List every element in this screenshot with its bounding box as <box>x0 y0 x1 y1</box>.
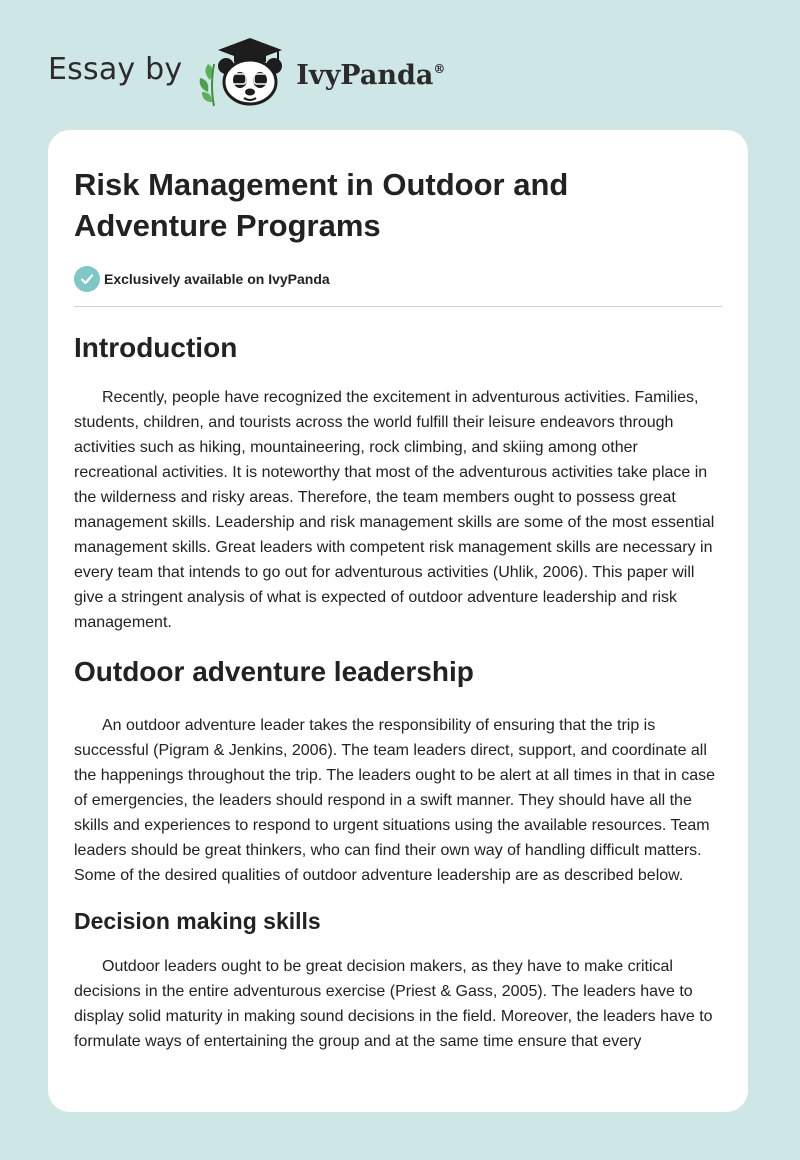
brand-name: IvyPanda® <box>296 59 446 91</box>
exclusive-label: Exclusively available on IvyPanda <box>104 271 330 287</box>
ivypanda-panda-logo-icon <box>196 36 288 108</box>
exclusive-badge <box>74 266 722 292</box>
section-heading-decision-making: Decision making skills <box>74 908 321 934</box>
essay-by-label: Essay by <box>48 51 183 87</box>
check-circle-icon <box>74 266 100 292</box>
trademark-symbol: ® <box>433 61 446 76</box>
title-divider <box>74 306 722 307</box>
essay-card <box>48 130 748 1112</box>
ivypanda-logo-link[interactable] <box>196 36 445 108</box>
section-paragraph-decision-making: Outdoor leaders ought to be great decision makers, as they have to make critical decisions in the entire adventurous exercise (Priest & Gass, 2005). The leaders have to display solid maturity in making sound decisions in the field. Moreover, the leaders have to formulate ways of entertaining the group and at the same time ensure that every <box>74 958 713 1050</box>
section-paragraph-outdoor-leadership: An outdoor adventure leader takes the responsibility of ensuring that the trip is successful (Pigram & Jenkins, 2006). The team leaders direct, support, and coordinate all the happenings throughout the trip. The leaders ought to be alert at all times in that in case of emergencies, the leaders should respond in a swift manner. They should have all the skills and experiences to respond to urgent situations using the available resources. Team leaders should be great thinkers, who can find their own way of handling difficult matters. Some of the desired qualities of outdoor adventure leadership are as described below. <box>74 717 716 884</box>
section-paragraph-introduction: Recently, people have recognized the excitement in adventurous activities. Families, students, children, and tourists across the world fulfill their leisure endeavors through activities such as hiking, mountaineering, rock climbing, and skiing among other recreational activities. It is noteworthy that most of the adventurous activities take place in the wilderness and risky areas. Therefore, the team members ought to possess great management skills. Leadership and risk management skills are some of the most essential management skills. Great leaders with competent risk management skills are necessary in every team that intends to go out for adventurous activities (Uhlik, 2006). This paper will give a stringent analysis of what is expected of outdoor adventure leadership and risk management. <box>74 389 715 631</box>
section-heading-outdoor-leadership: Outdoor adventure leadership <box>74 656 474 687</box>
site-header <box>48 36 445 108</box>
section-heading-introduction: Introduction <box>74 332 238 363</box>
page-title: Risk Management in Outdoor and Adventure Programs <box>74 167 569 243</box>
